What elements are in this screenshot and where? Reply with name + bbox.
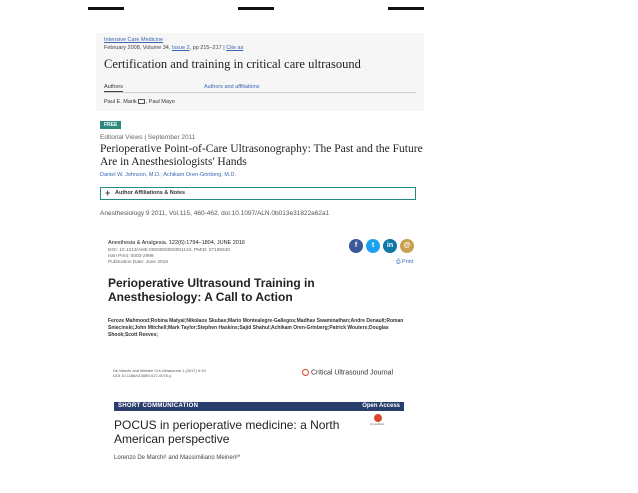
top-dash-3 bbox=[388, 7, 424, 10]
author-tabs bbox=[104, 82, 416, 93]
issue-link[interactable]: Issue 2 bbox=[171, 45, 190, 51]
article-panel-anesthesiology bbox=[96, 118, 426, 228]
doi-line: DOI: 10.1213/ANE.0000000000001134, PMID: 27195630 bbox=[108, 248, 231, 253]
plus-icon: + bbox=[105, 188, 111, 198]
cite-as-link[interactable]: Cite as bbox=[226, 45, 244, 51]
doi-line: DOI 10.1186/s13089-017-0075-y bbox=[113, 373, 172, 378]
article-meta bbox=[104, 45, 243, 51]
publication-date-line: Publication Date: June 2016 bbox=[108, 260, 169, 265]
crossmark-circle bbox=[374, 414, 382, 422]
top-dash-2 bbox=[238, 7, 274, 10]
reference-line: De Marchi and Meineri Crit Ultrasound J (2017) 9:19 bbox=[113, 368, 206, 373]
email-share-icon[interactable]: @ bbox=[400, 239, 414, 253]
article-panel-icm bbox=[96, 33, 424, 111]
printer-icon: ⎙ bbox=[396, 259, 401, 265]
open-access-label: Open Access bbox=[362, 403, 400, 409]
affiliations-label: Author Affiliations & Notes bbox=[115, 190, 186, 196]
author-list[interactable]: Daniel W. Johnson, M.D.; Achikam Oren-Grinberg, M.D. bbox=[100, 172, 237, 178]
author-affiliations-button[interactable] bbox=[100, 187, 416, 200]
article-type-date: Editorial Views | September 2011 bbox=[100, 134, 196, 141]
email-icon[interactable] bbox=[138, 99, 145, 104]
journal-link[interactable]: Intensive Care Medicine bbox=[104, 37, 164, 43]
author-list bbox=[104, 99, 175, 105]
free-badge: FREE bbox=[100, 121, 121, 129]
meta-pages: , pp 215–217 | bbox=[189, 45, 227, 51]
issn-line: Issn Print: 0003-2999 bbox=[108, 254, 154, 259]
citation-line: Anesthesiology 9 2011, Vol.115, 460-462. doi:10.1097/ALN.0b013e31822a62a1 bbox=[100, 210, 330, 217]
author-list: Lorenzo De Marchi¹ and Massimiliano Meineri²* bbox=[114, 455, 241, 461]
springer-logo-icon bbox=[302, 369, 309, 376]
article-panel-critical-ultrasound bbox=[96, 360, 426, 470]
crossmark-label: CrossMark bbox=[370, 422, 385, 426]
print-button[interactable] bbox=[396, 259, 413, 266]
meta-date-volume: February 2008, Volume 34, bbox=[104, 45, 172, 51]
article-panel-anesthesia-analgesia bbox=[96, 232, 426, 347]
facebook-share-icon[interactable]: f bbox=[349, 239, 363, 253]
article-title: Perioperative Point-of-Care Ultrasonography: The Past and the Future Are in Anesthesiologists' Hands bbox=[100, 143, 423, 168]
author-name[interactable]: , Paul Mayo bbox=[145, 99, 175, 105]
author-name[interactable]: Paul E. Marik bbox=[104, 99, 137, 105]
twitter-share-icon[interactable]: t bbox=[366, 239, 380, 253]
crossmark-icon[interactable] bbox=[370, 414, 386, 426]
article-title: Certification and training in critical care ultrasound bbox=[104, 57, 361, 71]
print-label: Print bbox=[401, 259, 414, 265]
section-label: SHORT COMMUNICATION bbox=[118, 403, 199, 409]
section-bar bbox=[114, 402, 404, 411]
reference-block bbox=[113, 368, 206, 378]
author-list: Feroze Mahmood;Robina Matyal;Nikolaos Skubas;Mario Montealegre-Gallegos;Madhav Swaminathan;Andre Denault;Roman Sniecinski;John Mitchell;Mark Taylor;Stephen Haskins;Sajid Shahul;Achikam Oren-Grinberg;Patrick Wouters;Douglas Shook;Scott Reeves; bbox=[108, 318, 404, 338]
top-dash-1 bbox=[88, 7, 124, 10]
journal-name: Critical Ultrasound Journal bbox=[311, 369, 394, 377]
article-title: Perioperative Ultrasound Training in Anesthesiology: A Call to Action bbox=[108, 276, 315, 304]
linkedin-share-icon[interactable]: in bbox=[383, 239, 397, 253]
tab-authors-affiliations[interactable]: Authors and affiliations bbox=[204, 84, 260, 90]
journal-line: Anesthesia & Analgesia. 122(6):1794–1804, JUNE 2016 bbox=[108, 240, 245, 246]
article-title: POCUS in perioperative medicine: a North American perspective bbox=[114, 418, 340, 446]
tab-authors[interactable]: Authors bbox=[104, 84, 123, 90]
journal-brand bbox=[302, 369, 393, 376]
